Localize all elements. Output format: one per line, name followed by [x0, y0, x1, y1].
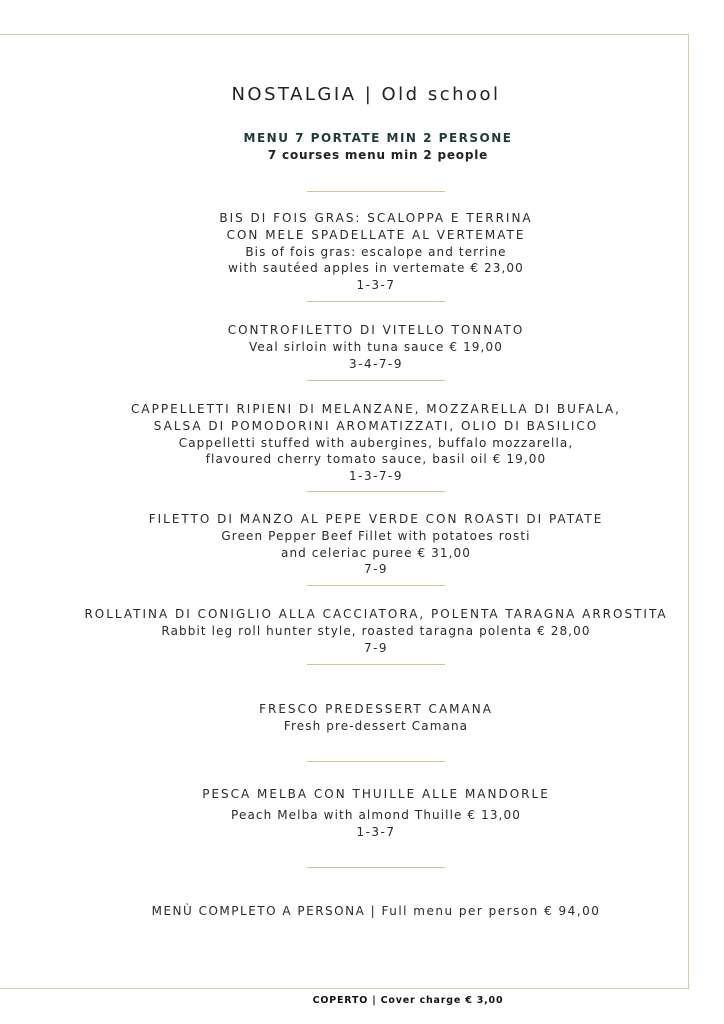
course-name-en: Bis of fois gras: escalope and terrine — [245, 244, 507, 259]
course-item — [0, 606, 724, 656]
cover-charge: COPERTO | Cover charge € 3,00 — [312, 995, 504, 1006]
course-name-en: and celeriac puree € 31,00 — [281, 545, 471, 560]
course-name-it: ROLLATINA DI CONIGLIO ALLA CACCIATORA, POLENTA TARAGNA ARROSTITA — [84, 607, 668, 621]
divider — [307, 761, 445, 762]
course-allergens: 3-4-7-9 — [348, 356, 404, 371]
divider — [307, 380, 445, 381]
menu-title: NOSTALGIA | Old school — [231, 84, 501, 105]
menu-subtitle-en: 7 courses menu min 2 people — [267, 148, 489, 162]
course-item — [0, 401, 724, 485]
course-name-it: BIS DI FOIS GRAS: SCALOPPA E TERRINA — [219, 211, 533, 225]
course-allergens: 1-3-7 — [356, 824, 396, 839]
course-name-en: with sautéed apples in vertemate € 23,00 — [228, 261, 524, 276]
course-item — [0, 322, 724, 372]
course-name-it: FRESCO PREDESSERT CAMANA — [259, 702, 493, 716]
course-allergens: 1-3-7 — [356, 278, 396, 293]
course-name-en: Cappelletti stuffed with aubergines, buffalo mozzarella, — [178, 435, 574, 450]
divider — [307, 191, 445, 192]
course-name-en: Veal sirloin with tuna sauce € 19,00 — [249, 339, 503, 354]
course-item — [0, 210, 724, 294]
divider — [307, 301, 445, 302]
course-name-it: CONTROFILETTO DI VITELLO TONNATO — [227, 323, 525, 337]
course-name-it: SALSA DI POMODORINI AROMATIZZATI, OLIO DI BASILICO — [153, 418, 599, 433]
divider — [307, 491, 445, 492]
course-name-en: Fresh pre-dessert Camana — [283, 718, 469, 733]
menu-subtitle-it: MENU 7 PORTATE MIN 2 PERSONE — [243, 131, 513, 145]
course-name-it: CAPPELLETTI RIPIENI DI MELANZANE, MOZZARELLA DI BUFALA, — [131, 402, 621, 416]
course-allergens: 1-3-7-9 — [348, 469, 404, 484]
course-allergens: 7-9 — [363, 640, 389, 655]
course-name-it: CON MELE SPADELLATE AL VERTEMATE — [226, 227, 526, 242]
divider — [307, 867, 445, 868]
full-menu-price: MENÙ COMPLETO A PERSONA | Full menu per person € 94,00 — [151, 904, 601, 918]
divider — [307, 664, 445, 665]
course-name-en: Peach Melba with almond Thuille € 13,00 — [231, 807, 521, 822]
course-item — [0, 701, 724, 735]
course-allergens: 7-9 — [363, 562, 389, 577]
course-name-en: Rabbit leg roll hunter style, roasted taragna polenta € 28,00 — [161, 623, 591, 638]
course-name-en: flavoured cherry tomato sauce, basil oil € 19,00 — [205, 452, 547, 467]
course-name-it: PESCA MELBA CON THUILLE ALLE MANDORLE — [202, 787, 550, 801]
course-name-it: FILETTO DI MANZO AL PEPE VERDE CON ROASTI DI PATATE — [148, 512, 604, 526]
course-item — [0, 786, 724, 840]
course-name-en: Green Pepper Beef Fillet with potatoes rosti — [221, 528, 531, 543]
course-item — [0, 511, 724, 578]
divider — [307, 585, 445, 586]
